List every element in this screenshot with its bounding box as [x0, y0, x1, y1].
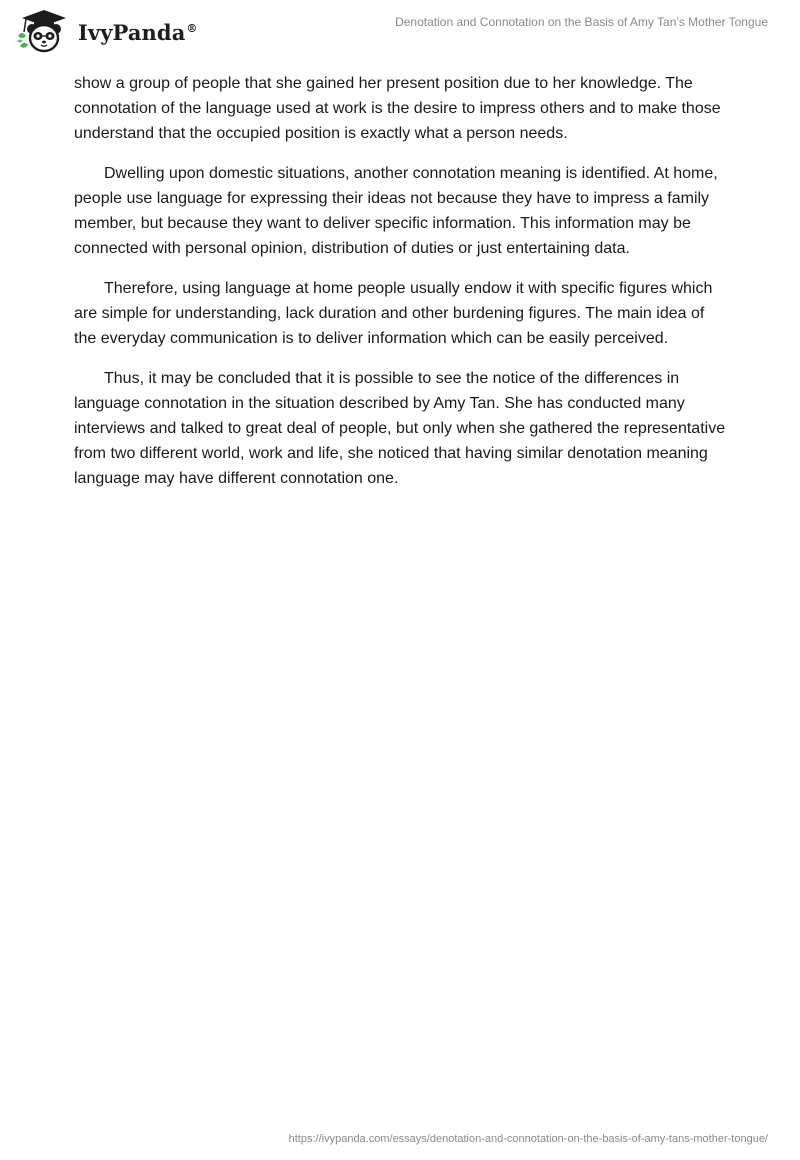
- registered-mark: ®: [186, 21, 198, 35]
- paragraph-4: Thus, it may be concluded that it is possible to see the notice of the differences in language connotation in the situation described by Amy Tan. She has conducted many interviews and talked to great deal of people, but only when she gathered the representative from two different world, work and life, she noticed that having similar denotation meaning language may have different connotation one.: [74, 370, 726, 487]
- paragraph-3: Therefore, using language at home people usually endow it with specific figures which are simple for understanding, lack duration and other burdening figures. The main idea of the everyday communication is to deliver information which can be easily perceived.: [74, 280, 713, 347]
- ivypanda-logo[interactable]: [14, 8, 198, 54]
- essay-body: [74, 71, 730, 506]
- panda-graduate-icon: [14, 8, 76, 54]
- page-header: [0, 0, 800, 60]
- paragraph-2: Dwelling upon domestic situations, another connotation meaning is identified. At home, people use language for expressing their ideas not because they have to impress a family member, but because they want to deliver specific information. This information may be connected with personal opinion, distribution of duties or just entertaining data.: [74, 165, 718, 257]
- brand-name: IvyPanda®: [78, 19, 198, 45]
- document-title: Denotation and Connotation on the Basis of Amy Tan’s Mother Tongue: [395, 15, 768, 29]
- source-url[interactable]: https://ivypanda.com/essays/denotation-and-connotation-on-the-basis-of-amy-tans-mother-tongue/: [288, 1133, 768, 1145]
- paragraph-1: show a group of people that she gained her present position due to her knowledge. The connotation of the language used at work is the desire to impress others and to make those understand that the occupied position is exactly what a person needs.: [74, 75, 721, 142]
